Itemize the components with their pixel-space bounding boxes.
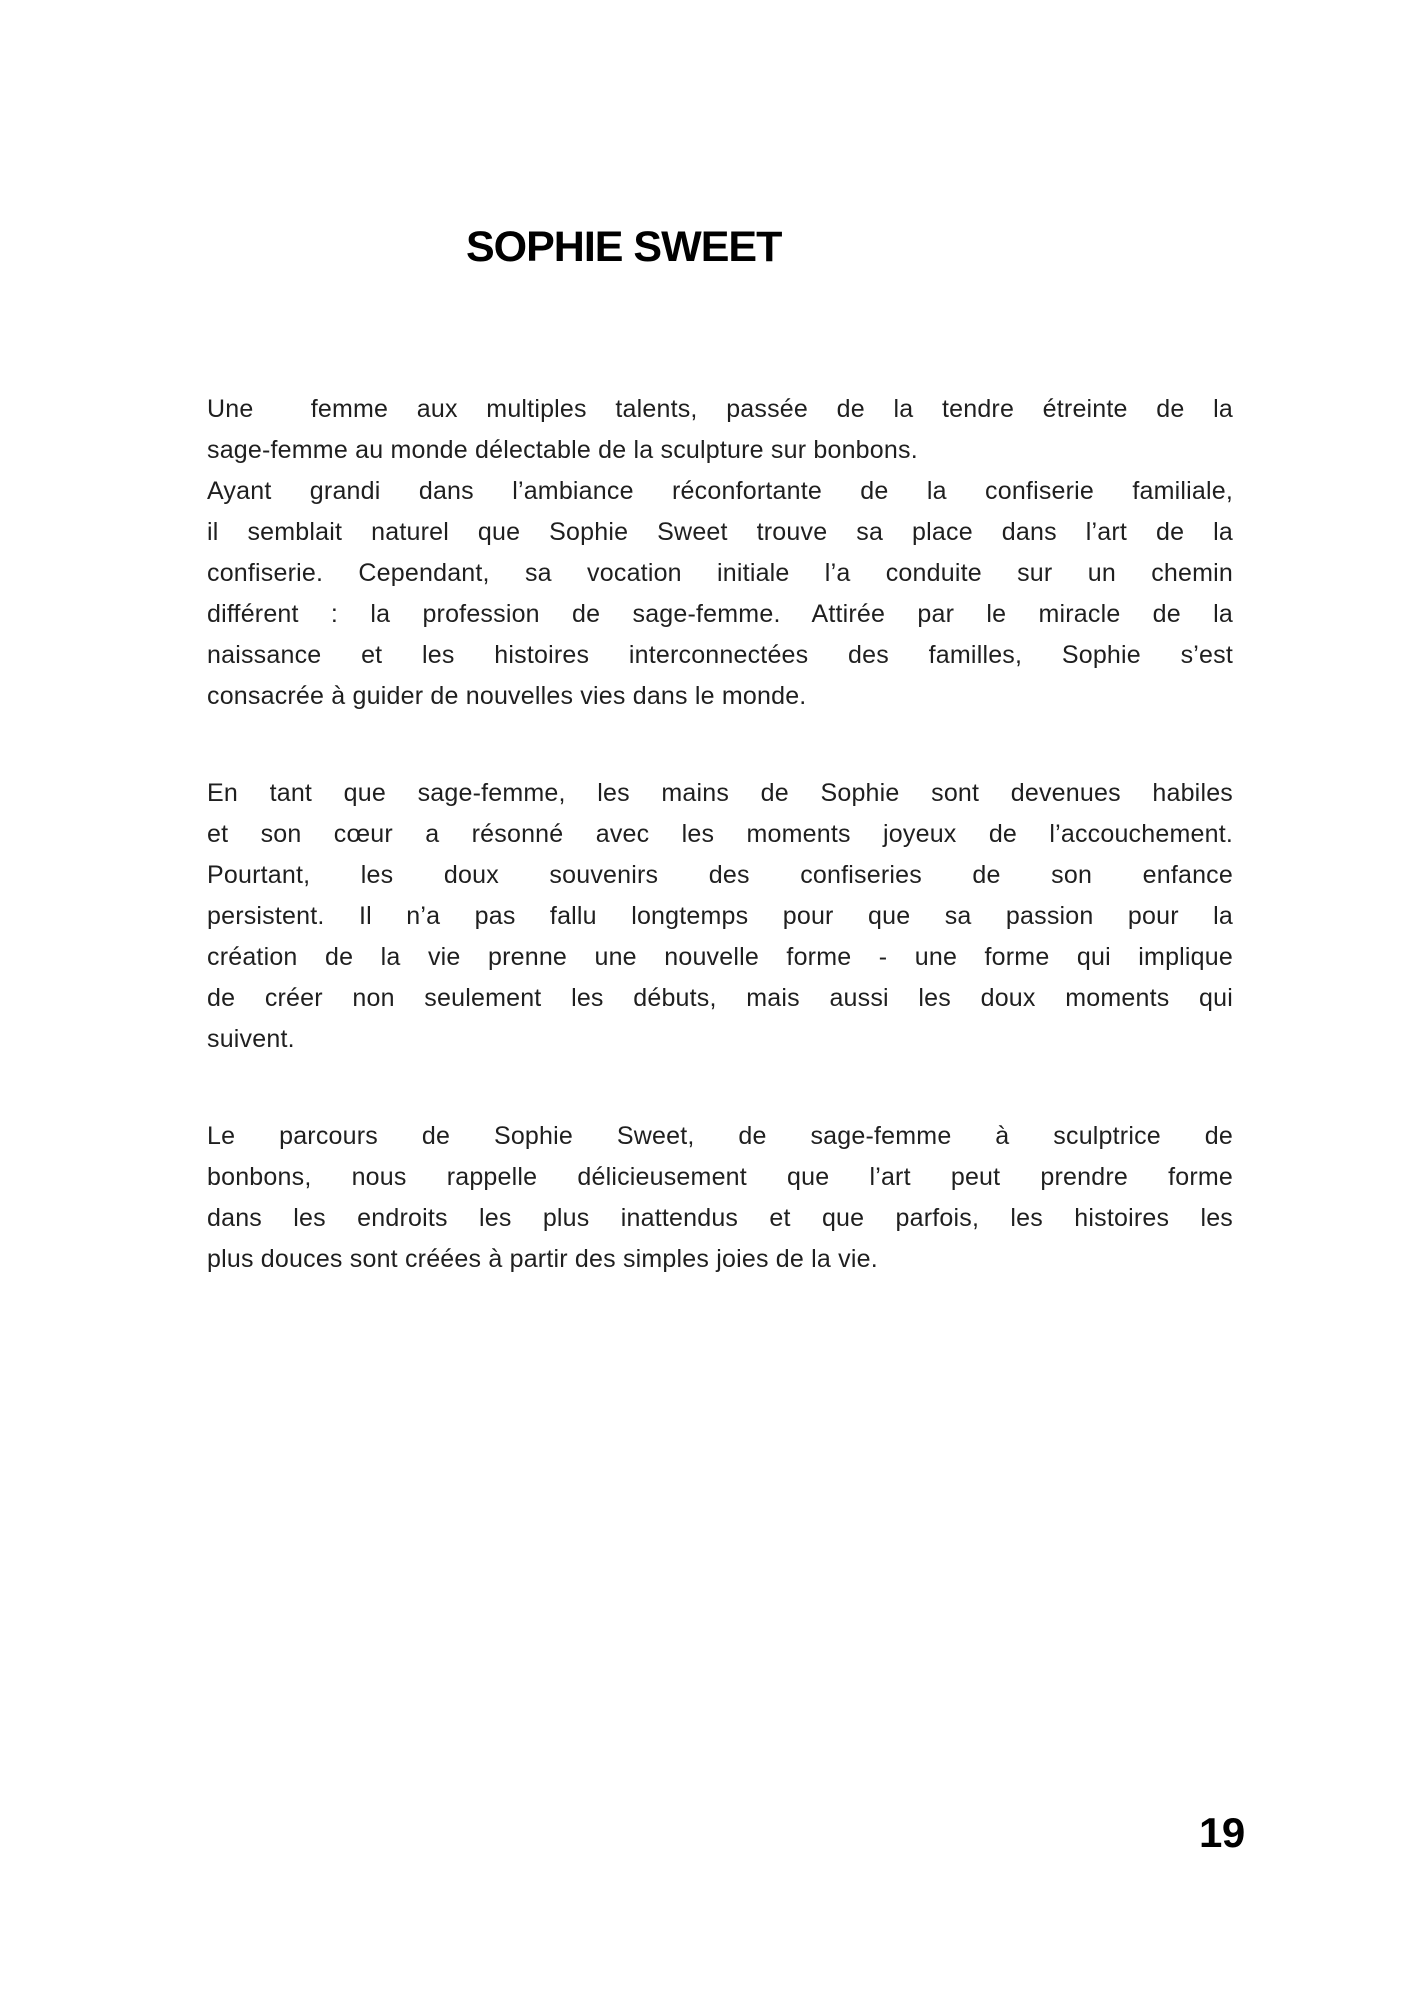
text-line: Ayant grandi dans l’ambiance réconfortante de la confiserie familiale, xyxy=(207,477,1233,505)
text-line: de créer non seulement les débuts, mais aussi les doux moments qui xyxy=(207,984,1233,1012)
text-block xyxy=(207,773,1233,1060)
text-line: En tant que sage-femme, les mains de Sophie sont devenues habiles xyxy=(207,779,1233,807)
text-line: il semblait naturel que Sophie Sweet trouve sa place dans l’art de la xyxy=(207,518,1233,546)
text-line: et son cœur a résonné avec les moments joyeux de l’accouchement. xyxy=(207,820,1233,848)
text-block xyxy=(207,389,1233,471)
page-title: SOPHIE SWEET xyxy=(466,222,782,271)
text-line: persistent. Il n’a pas fallu longtemps pour que sa passion pour la xyxy=(207,902,1233,930)
text-line: différent : la profession de sage-femme. Attirée par le miracle de la xyxy=(207,600,1233,628)
text-block xyxy=(207,1116,1233,1280)
text-line: plus douces sont créées à partir des simples joies de la vie. xyxy=(207,1245,878,1273)
text-line: Le parcours de Sophie Sweet, de sage-femme à sculptrice de xyxy=(207,1122,1233,1150)
text-line: Une femme aux multiples talents, passée de la tendre étreinte de la xyxy=(207,395,1233,423)
text-line: suivent. xyxy=(207,1025,295,1053)
text-line: sage-femme au monde délectable de la sculpture sur bonbons. xyxy=(207,436,918,464)
body-text xyxy=(207,389,1233,1280)
text-line: bonbons, nous rappelle délicieusement que l’art peut prendre forme xyxy=(207,1163,1233,1191)
page-number: 19 xyxy=(1199,1809,1245,1856)
text-block xyxy=(207,471,1233,717)
text-line: Pourtant, les doux souvenirs des confiseries de son enfance xyxy=(207,861,1233,889)
text-line: dans les endroits les plus inattendus et que parfois, les histoires les xyxy=(207,1204,1233,1232)
text-line: naissance et les histoires interconnectées des familles, Sophie s’est xyxy=(207,641,1233,669)
text-line: confiserie. Cependant, sa vocation initiale l’a conduite sur un chemin xyxy=(207,559,1233,587)
text-line: création de la vie prenne une nouvelle forme - une forme qui implique xyxy=(207,943,1233,971)
text-line: consacrée à guider de nouvelles vies dans le monde. xyxy=(207,682,807,710)
